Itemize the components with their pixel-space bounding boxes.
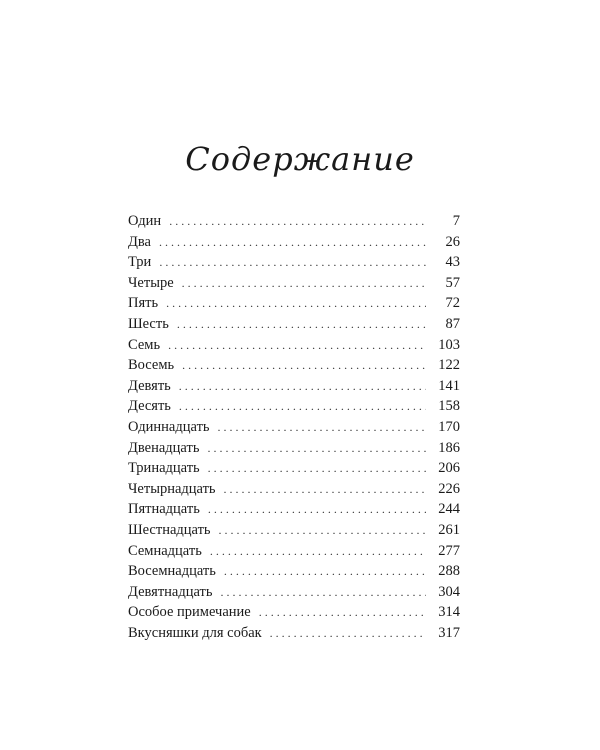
- toc-entry: [128, 582, 460, 603]
- toc-entry-label: Один: [128, 213, 162, 229]
- toc-entry: [128, 293, 460, 314]
- toc-entry: [128, 376, 460, 397]
- toc-entry: [128, 273, 460, 294]
- toc-entry-label: Восемнадцать: [128, 563, 216, 580]
- dot-leader: [182, 355, 426, 376]
- toc-entry-label: Одиннадцать: [128, 418, 210, 435]
- toc-entry-page: 288: [438, 563, 460, 580]
- toc-entry: [128, 355, 460, 376]
- dot-leader: [221, 582, 426, 603]
- toc-entry-label: Шестнадцать: [128, 521, 211, 538]
- toc-entry: [128, 232, 460, 253]
- dot-leader: [224, 479, 426, 500]
- toc-entry-label: Семь: [128, 336, 161, 353]
- toc-entry-label: Десять: [128, 398, 171, 415]
- toc-entry-page: 103: [438, 336, 460, 353]
- dot-leader: [270, 623, 426, 644]
- dot-leader: [219, 520, 426, 541]
- toc-entry: [128, 520, 460, 541]
- page-title: Содержание: [185, 140, 415, 178]
- toc-entry: [128, 335, 460, 356]
- toc-entry-page: 7: [452, 213, 460, 229]
- toc-entry-page: 314: [438, 604, 460, 621]
- toc-entry-page: 26: [445, 233, 460, 250]
- dot-leader: [207, 438, 426, 459]
- toc-entry-page: 87: [445, 315, 460, 332]
- dot-leader: [168, 335, 426, 356]
- toc-entry: [128, 314, 460, 335]
- dot-leader: [166, 293, 426, 314]
- dot-leader: [159, 252, 426, 273]
- dot-leader: [210, 541, 426, 562]
- toc-entry-page: 317: [438, 624, 460, 641]
- toc-entry-label: Семнадцать: [128, 542, 202, 559]
- table-of-contents: [128, 211, 460, 643]
- toc-entry-page: 170: [438, 418, 460, 435]
- toc-entry: [128, 479, 460, 500]
- toc-entry: [128, 438, 460, 459]
- toc-entry-page: 186: [438, 439, 460, 456]
- toc-entry: [128, 499, 460, 520]
- dot-leader: [224, 561, 426, 582]
- toc-entry-page: 304: [438, 583, 460, 600]
- toc-entry-label: Девятнадцать: [128, 583, 213, 600]
- dot-leader: [177, 314, 426, 335]
- toc-entry-page: 277: [438, 542, 460, 559]
- dot-leader: [218, 417, 426, 438]
- toc-entry-page: 226: [438, 480, 460, 497]
- toc-entry: [128, 458, 460, 479]
- toc-entry-label: Пять: [128, 295, 159, 312]
- toc-entry-label: Пятнадцать: [128, 501, 200, 518]
- dot-leader: [179, 376, 426, 397]
- toc-entry-label: Тринадцать: [128, 460, 200, 477]
- toc-entry: [128, 602, 460, 623]
- toc-entry-label: Четыре: [128, 274, 174, 291]
- toc-entry: [128, 396, 460, 417]
- toc-entry: [128, 211, 460, 232]
- dot-leader: [159, 232, 426, 253]
- toc-entry-page: 122: [438, 357, 460, 374]
- toc-entry-page: 158: [438, 398, 460, 415]
- toc-entry-page: 72: [445, 295, 460, 312]
- dot-leader: [208, 458, 426, 479]
- toc-entry-page: 141: [438, 377, 460, 394]
- dot-leader: [179, 396, 426, 417]
- toc-entry: [128, 623, 460, 644]
- toc-entry-label: Двенадцать: [128, 439, 200, 456]
- toc-entry-label: Девять: [128, 377, 171, 394]
- toc-entry-label: Четырнадцать: [128, 480, 216, 497]
- dot-leader: [169, 211, 426, 232]
- dot-leader: [208, 499, 426, 520]
- toc-entry-label: Особое примечание: [128, 604, 251, 621]
- toc-entry-label: Три: [128, 254, 152, 271]
- toc-entry: [128, 252, 460, 273]
- toc-entry-page: 261: [438, 521, 460, 538]
- toc-entry-label: Шесть: [128, 315, 169, 332]
- dot-leader: [259, 602, 426, 623]
- toc-entry: [128, 541, 460, 562]
- toc-entry-page: 244: [438, 501, 460, 518]
- toc-entry-page: 57: [445, 274, 460, 291]
- toc-entry-label: Восемь: [128, 357, 175, 374]
- toc-entry-label: Вкусняшки для собак: [128, 624, 262, 641]
- dot-leader: [182, 273, 426, 294]
- toc-entry-page: 43: [445, 254, 460, 271]
- toc-entry-label: Два: [128, 233, 151, 250]
- toc-entry: [128, 417, 460, 438]
- toc-entry-page: 206: [438, 460, 460, 477]
- toc-entry: [128, 561, 460, 582]
